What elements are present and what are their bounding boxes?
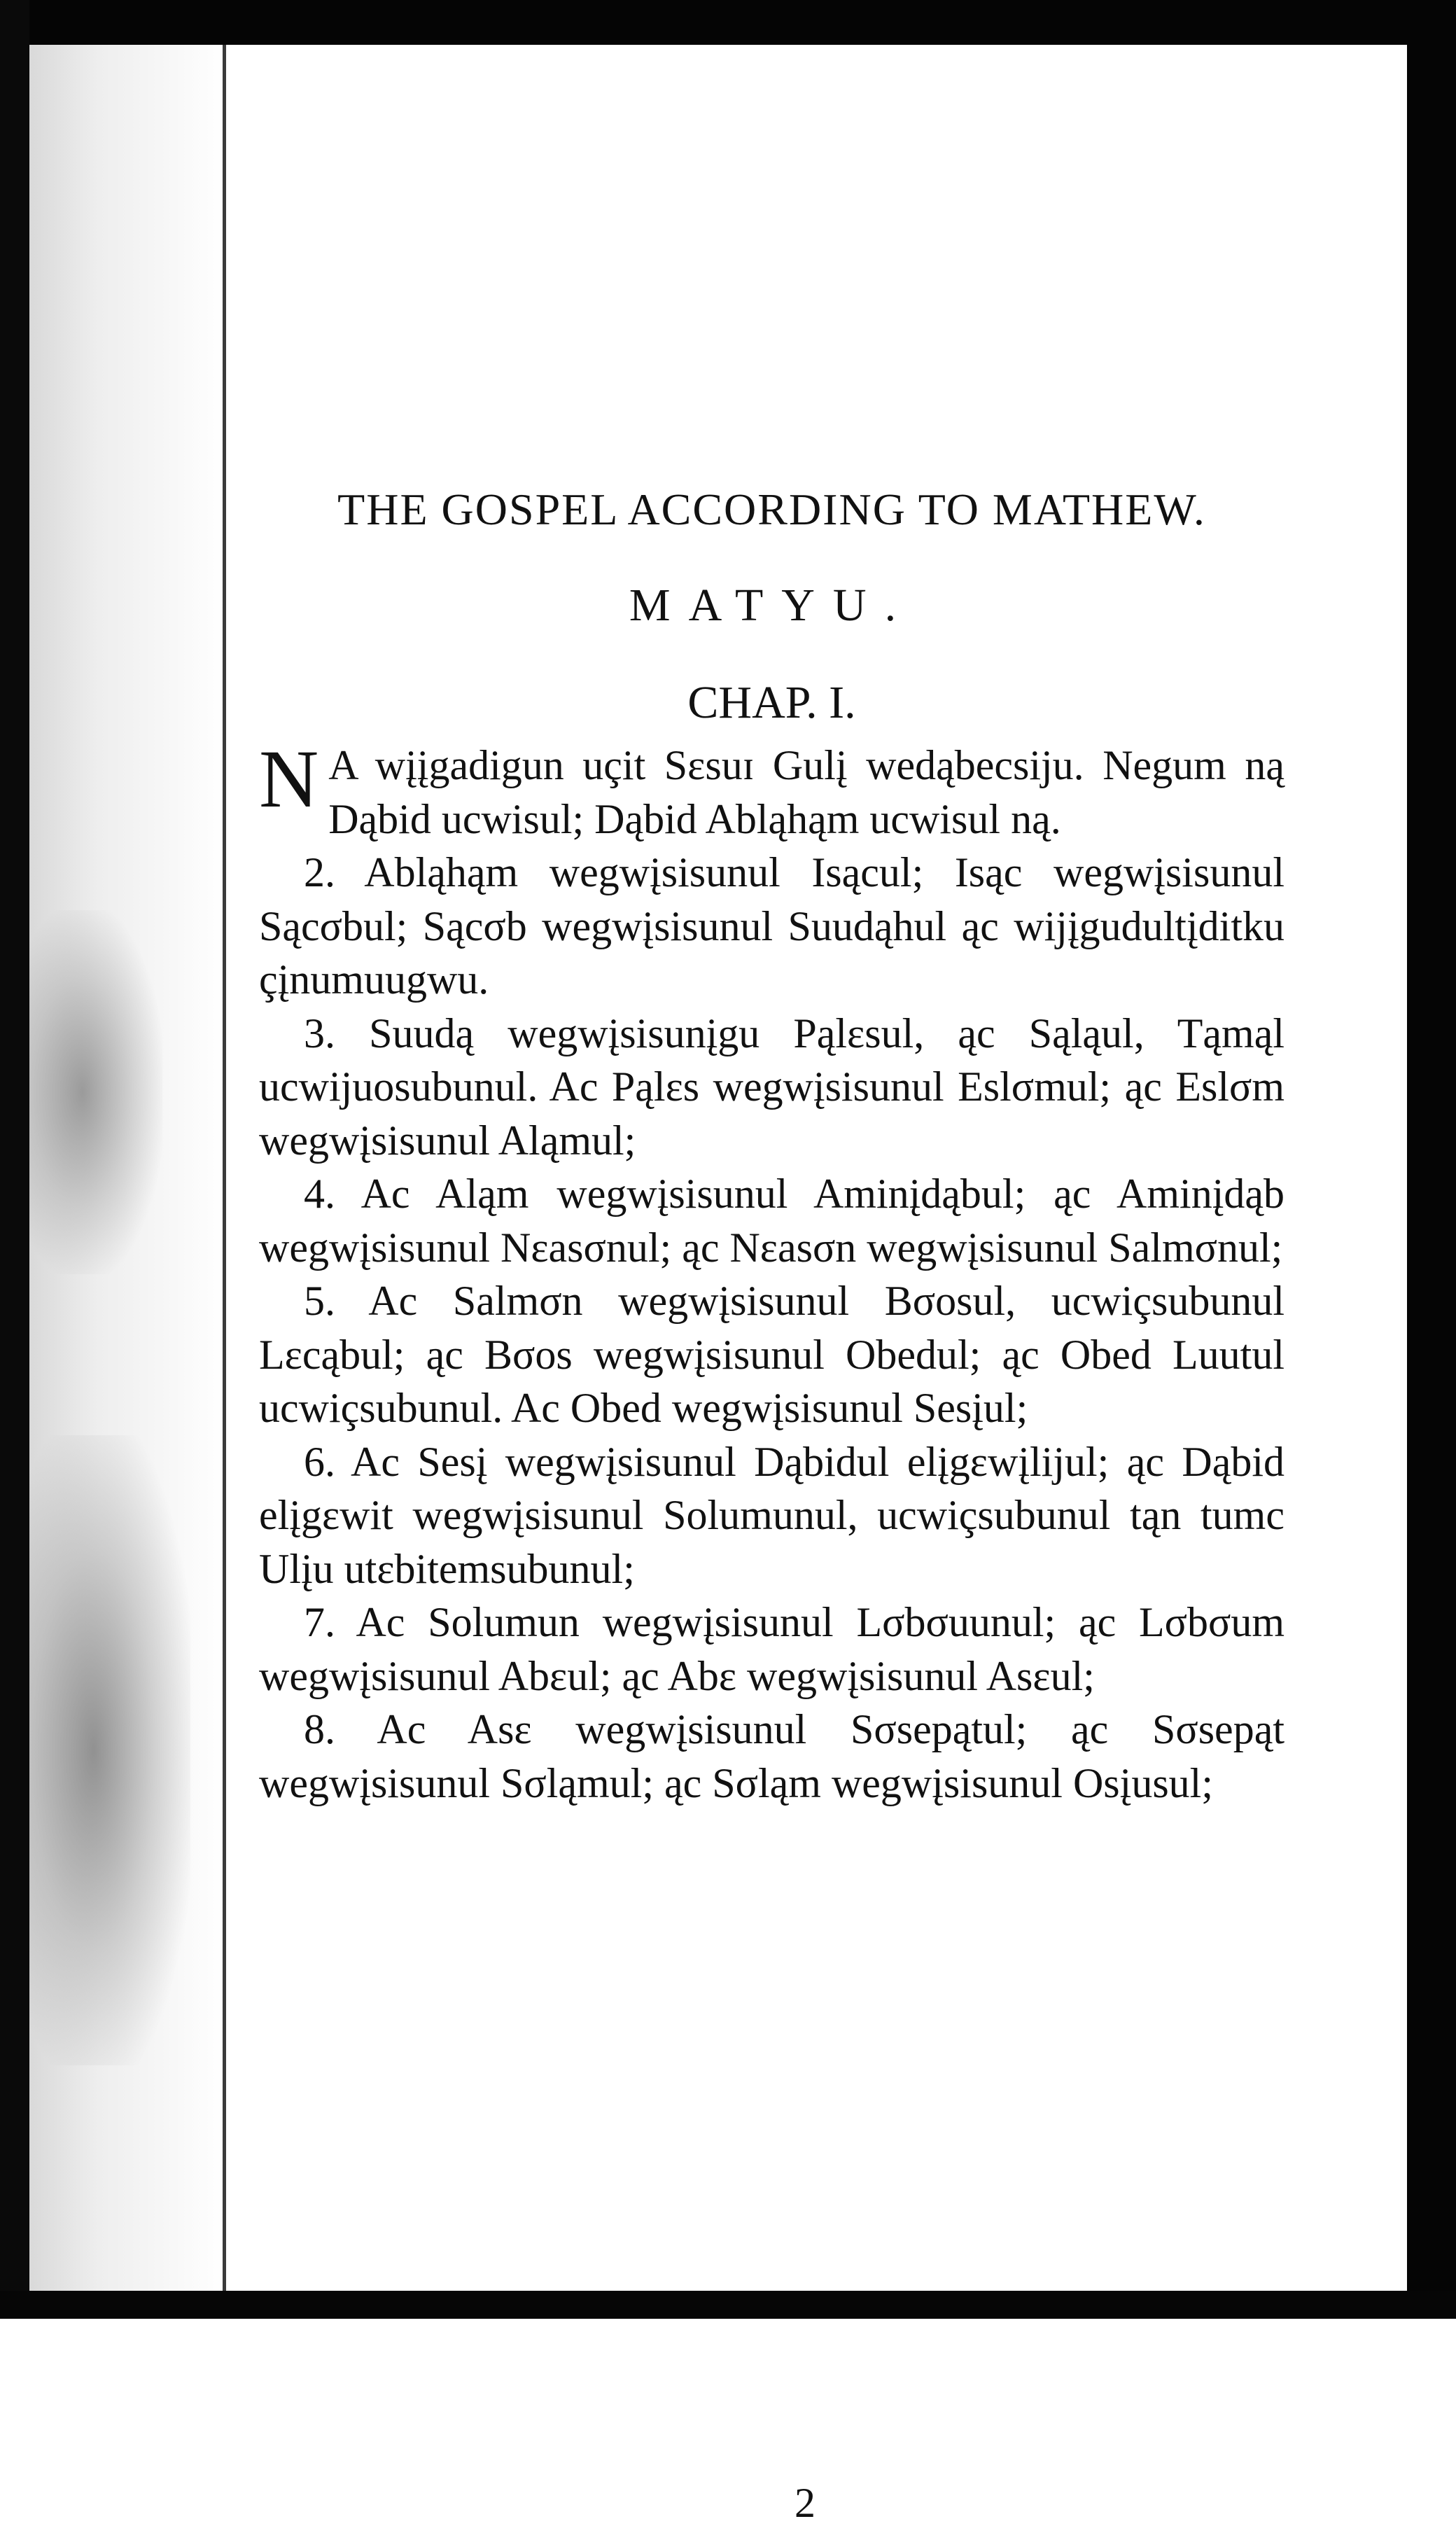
verse-2: 2. Abląhąm wegwįsisunul Isącul; Isąc wegwįsisunul Sącσbul; Sącσb wegwįsisunul Suudąhul ąc wijįgudultįditku çįnumuugwu.: [259, 849, 1284, 1003]
verse-5: 5. Ac Salmσn wegwįsisunul Bσosul, ucwiçsubunul Lɛcąbul; ąc Bσos wegwįsisunul Obedul; ąc Obed Luutul ucwiçsubunul. Ac Obed wegwįsisunul Sesįul;: [259, 1278, 1284, 1432]
verse-4: 4. Ac Aląm wegwįsisunul Aminįdąbul; ąc Aminįdąb wegwįsisunul Nɛasσnul; ąc Nɛasσn wegwįsisunul Salmσnul;: [259, 1171, 1284, 1271]
chapter-heading: CHAP. I.: [687, 676, 856, 728]
page-number: 2: [794, 2480, 816, 2526]
scan-border-left: [0, 0, 29, 2319]
document-title: THE GOSPEL ACCORDING TO MATHEW.: [337, 484, 1206, 534]
book-title: MATYU.: [629, 579, 915, 631]
verse-7: 7. Ac Solumun wegwįsisunul Lσbσuunul; ąc Lσbσum wegwįsisunul Abɛul; ąc Abɛ wegwįsisunul Asɛul;: [259, 1599, 1284, 1699]
gutter-stain: [29, 1435, 190, 2065]
gutter-stain: [29, 910, 162, 1274]
scan-border-bottom: [0, 2291, 1456, 2319]
scan-border-right: [1407, 0, 1456, 2319]
verse-text: A wįįgadigun uçit Sɛsuɪ Gulį wedąbecsiju. Negum ną Dąbid ucwisul; Dąbid Abląhąm ucwisul ną.: [328, 742, 1284, 842]
verse-3: 3. Suudą wegwįsisunįgu Pąlɛsul, ąc Sąląul, Tąmąl ucwijuosubunul. Ac Pąlɛs wegwįsisunul Eslσmul; ąc Eslσm wegwįsisunul Aląmul;: [259, 1010, 1284, 1164]
verse-1: [259, 733, 1284, 846]
verse-6: 6. Ac Sesį wegwįsisunul Dąbidul elįgɛwįlijul; ąc Dąbid elįgɛwit wegwįsisunul Solumunul, ucwiçsubunul tąn tumc Ulįu utɛbitemsubunul;: [259, 1438, 1284, 1592]
drop-cap: N: [259, 733, 319, 825]
scan-border-top: [0, 0, 1456, 45]
verse-8: 8. Ac Asɛ wegwįsisunul Sσsepątul; ąc Sσsepąt wegwįsisunul Sσląmul; ąc Sσląm wegwįsisunul Osįusul;: [259, 1706, 1284, 1806]
page-text: [259, 483, 1284, 2526]
